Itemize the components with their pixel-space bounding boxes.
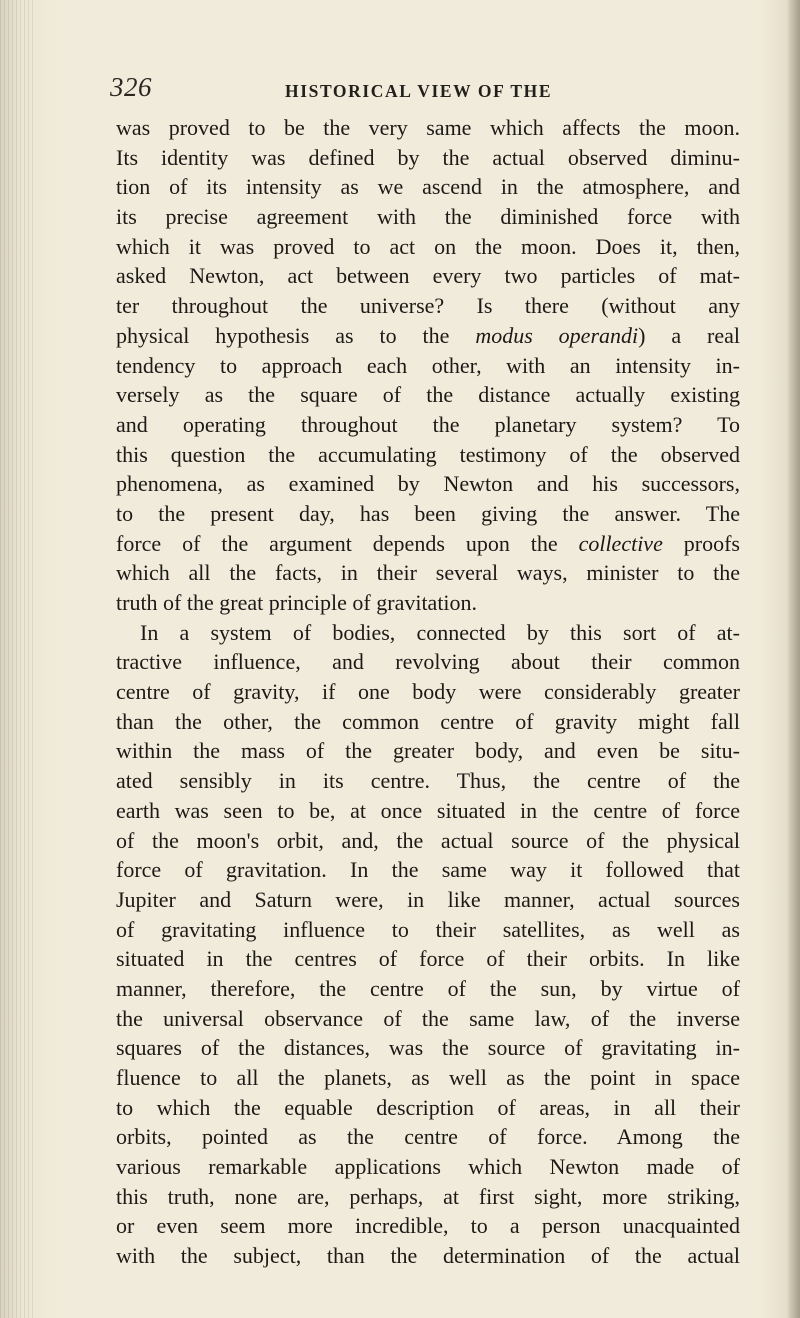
running-head — [110, 72, 710, 108]
text-line: versely as the square of the distance actually existing — [116, 382, 740, 408]
text-line: situated in the centres of force of their orbits. In like — [116, 946, 740, 972]
text-line: to which the equable description of areas, in all their — [116, 1094, 740, 1120]
text-line: fluence to all the planets, as well as the point in space — [116, 1065, 740, 1090]
text-line: orbits, pointed as the centre of force. Among the — [116, 1124, 740, 1150]
text-line: centre of gravity, if one body were considerably greater — [116, 679, 740, 705]
text-line: tion of its intensity as we ascend in the atmosphere, and — [116, 174, 740, 200]
text-line: this question the accumulating testimony of the observed — [116, 441, 740, 467]
text-line: and operating throughout the planetary system? To — [116, 411, 740, 437]
text-line: Jupiter and Saturn were, in like manner, actual sources — [116, 886, 740, 912]
text-line: In a system of bodies, connected by this sort of at- — [140, 619, 740, 645]
page-edge-shadow — [788, 0, 800, 1318]
text-line: with the subject, than the determination of the actual — [116, 1243, 740, 1269]
text-line: which it was proved to act on the moon. Does it, then, — [116, 233, 740, 259]
text-line: tendency to approach each other, with an intensity in- — [116, 352, 740, 378]
text-line: manner, therefore, the centre of the sun, by virtue of — [116, 975, 740, 1001]
text-line: tractive influence, and revolving about their common — [116, 649, 740, 675]
text-line: force of gravitation. In the same way it followed that — [116, 857, 740, 883]
text-line: Its identity was defined by the actual observed diminu- — [116, 144, 740, 170]
text-line: was proved to be the very same which affects the moon. — [116, 115, 740, 140]
text-line: asked Newton, act between every two particles of mat- — [116, 263, 740, 289]
text-line: ated sensibly in its centre. Thus, the centre of the — [116, 768, 740, 794]
text-line: of the moon's orbit, and, the actual source of the physical — [116, 827, 740, 853]
text-line: its precise agreement with the diminished force with — [116, 204, 740, 230]
text-line: the universal observance of the same law, of the inverse — [116, 1005, 740, 1031]
text-line: of gravitating influence to their satellites, as well as — [116, 916, 740, 942]
running-head-title: HISTORICAL VIEW OF THE — [285, 81, 553, 101]
text-line: or even seem more incredible, to a person unacquainted — [116, 1213, 740, 1239]
body-text — [116, 113, 740, 1271]
text-line: squares of the distances, was the source of gravitating in- — [116, 1035, 740, 1061]
page-number: 326 — [110, 72, 152, 102]
binding-gutter — [0, 0, 34, 1318]
text-line: which all the facts, in their several ways, minister to the — [116, 560, 740, 586]
text-line: phenomena, as examined by Newton and his successors, — [116, 471, 740, 497]
text-line: various remarkable applications which Newton made of — [116, 1154, 740, 1180]
text-line: to the present day, has been giving the answer. The — [116, 500, 740, 526]
text-line: truth of the great principle of gravitation. — [116, 590, 478, 615]
text-line: than the other, the common centre of gravity might fall — [116, 708, 740, 734]
text-line: earth was seen to be, at once situated in the centre of force — [116, 797, 740, 823]
text-line: this truth, none are, perhaps, at first sight, more striking, — [116, 1183, 740, 1209]
text-line: force of the argument depends upon the collective proofs — [116, 530, 740, 556]
text-line: within the mass of the greater body, and even be situ- — [116, 738, 740, 764]
text-line: physical hypothesis as to the modus operandi) a real — [116, 322, 741, 348]
text-line: ter throughout the universe? Is there (without any — [116, 293, 740, 319]
